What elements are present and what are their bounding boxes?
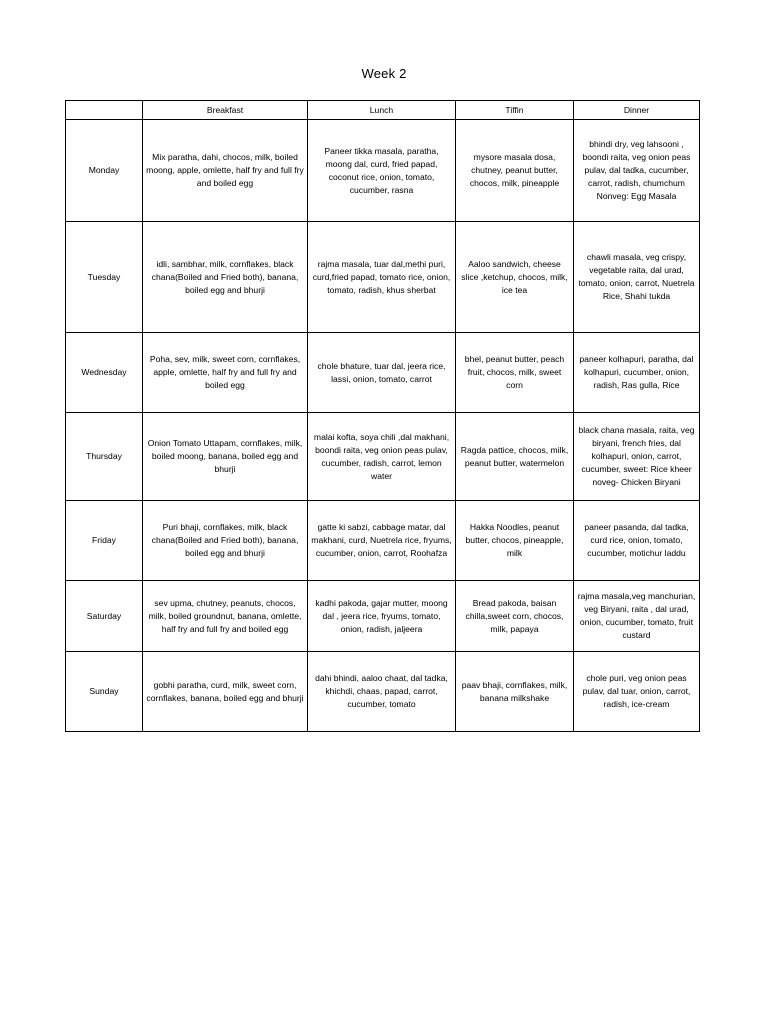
table-row: [66, 581, 700, 652]
tiffin-cell: Ragda pattice, chocos, milk, peanut butter, watermelon: [456, 413, 574, 501]
tiffin-cell: Aaloo sandwich, cheese slice ,ketchup, chocos, milk, ice tea: [456, 222, 574, 333]
dinner-cell: black chana masala, raita, veg biryani, french fries, dal kolhapuri, onion, carrot, cucumber, sweet: Rice kheer noveg- Chicken Biryani: [574, 413, 700, 501]
table-row: [66, 413, 700, 501]
table-row: [66, 333, 700, 413]
breakfast-cell: idli, sambhar, milk, cornflakes, black chana(Boiled and Fried both), banana, boiled egg and bhurji: [143, 222, 308, 333]
day-cell: Wednesday: [66, 333, 143, 413]
dinner-cell: chawli masala, veg crispy, vegetable raita, dal urad, tomato, onion, carrot, Nuetrela Rice, Shahi tukda: [574, 222, 700, 333]
breakfast-cell: gobhi paratha, curd, milk, sweet corn, cornflakes, banana, boiled egg and bhurji: [143, 652, 308, 732]
header-breakfast: Breakfast: [143, 101, 308, 120]
lunch-cell: kadhi pakoda, gajar mutter, moong dal , jeera rice, fryums, tomato, onion, radish, jaljeera: [308, 581, 456, 652]
lunch-cell: chole bhature, tuar dal, jeera rice, lassi, onion, tomato, carrot: [308, 333, 456, 413]
breakfast-cell: Poha, sev, milk, sweet corn, cornflakes, apple, omlette, half fry and full fry and boiled egg: [143, 333, 308, 413]
lunch-cell: Paneer tikka masala, paratha, moong dal, curd, fried papad, coconut rice, onion, tomato, cucumber, rasna: [308, 120, 456, 222]
dinner-cell: paneer pasanda, dal tadka, curd rice, onion, tomato, cucumber, motichur laddu: [574, 501, 700, 581]
weekly-menu-table: [65, 100, 700, 732]
lunch-cell: rajma masala, tuar dal,methi puri, curd,fried papad, tomato rice, onion, tomato, radish, khus sherbat: [308, 222, 456, 333]
table-row: [66, 120, 700, 222]
breakfast-cell: Onion Tomato Uttapam, cornflakes, milk, boiled moong, banana, boiled egg and bhurji: [143, 413, 308, 501]
header-row: [66, 101, 700, 120]
header-lunch: Lunch: [308, 101, 456, 120]
tiffin-cell: bhel, peanut butter, peach fruit, chocos, milk, sweet corn: [456, 333, 574, 413]
breakfast-cell: sev upma, chutney, peanuts, chocos, milk, boiled groundnut, banana, omlette, half fry and full fry and boiled egg: [143, 581, 308, 652]
breakfast-cell: Puri bhaji, cornflakes, milk, black chana(Boiled and Fried both), banana, boiled egg and bhurji: [143, 501, 308, 581]
table-row: [66, 222, 700, 333]
page-title: Week 2: [361, 66, 407, 81]
dinner-cell: rajma masala,veg manchurian, veg Biryani, raita , dal urad, onion, cucumber, tomato, fruit custard: [574, 581, 700, 652]
lunch-cell: malai kofta, soya chili ,dal makhani, boondi raita, veg onion peas pulav, cucumber, radish, carrot, lemon water: [308, 413, 456, 501]
tiffin-cell: Hakka Noodles, peanut butter, chocos, pineapple, milk: [456, 501, 574, 581]
tiffin-cell: Bread pakoda, baisan chilla,sweet corn, chocos, milk, papaya: [456, 581, 574, 652]
day-cell: Saturday: [66, 581, 143, 652]
dinner-cell: chole puri, veg onion peas pulav, dal tuar, onion, carrot, radish, ice-cream: [574, 652, 700, 732]
dinner-text: bhindi dry, veg lahsooni , boondi raita, veg onion peas pulav, dal tadka, cucumber, carrot, radish, chumchum: [582, 139, 691, 188]
tiffin-cell: paav bhaji, cornflakes, milk, banana milkshake: [456, 652, 574, 732]
header-tiffin: Tiffin: [456, 101, 574, 120]
breakfast-cell: Mix paratha, dahi, chocos, milk, boiled moong, apple, omlette, half fry and full fry and boiled egg: [143, 120, 308, 222]
header-dinner: Dinner: [574, 101, 700, 120]
dinner-cell: paneer kolhapuri, paratha, dal kolhapuri, cucumber, onion, radish, Ras gulla, Rice: [574, 333, 700, 413]
day-cell: Thursday: [66, 413, 143, 501]
day-cell: Friday: [66, 501, 143, 581]
tiffin-cell: mysore masala dosa, chutney, peanut butter, chocos, milk, pineapple: [456, 120, 574, 222]
dinner-nonveg-note: Nonveg: Egg Masala: [596, 191, 677, 201]
header-day: [66, 101, 143, 120]
dinner-cell: [574, 120, 700, 222]
day-cell: Sunday: [66, 652, 143, 732]
table-row: [66, 501, 700, 581]
lunch-cell: gatte ki sabzi, cabbage matar, dal makhani, curd, Nuetrela rice, fryums, cucumber, onion, carrot, Roohafza: [308, 501, 456, 581]
day-cell: Monday: [66, 120, 143, 222]
table-row: [66, 652, 700, 732]
lunch-cell: dahi bhindi, aaloo chaat, dal tadka, khichdi, chaas, papad, carrot, cucumber, tomato: [308, 652, 456, 732]
day-cell: Tuesday: [66, 222, 143, 333]
